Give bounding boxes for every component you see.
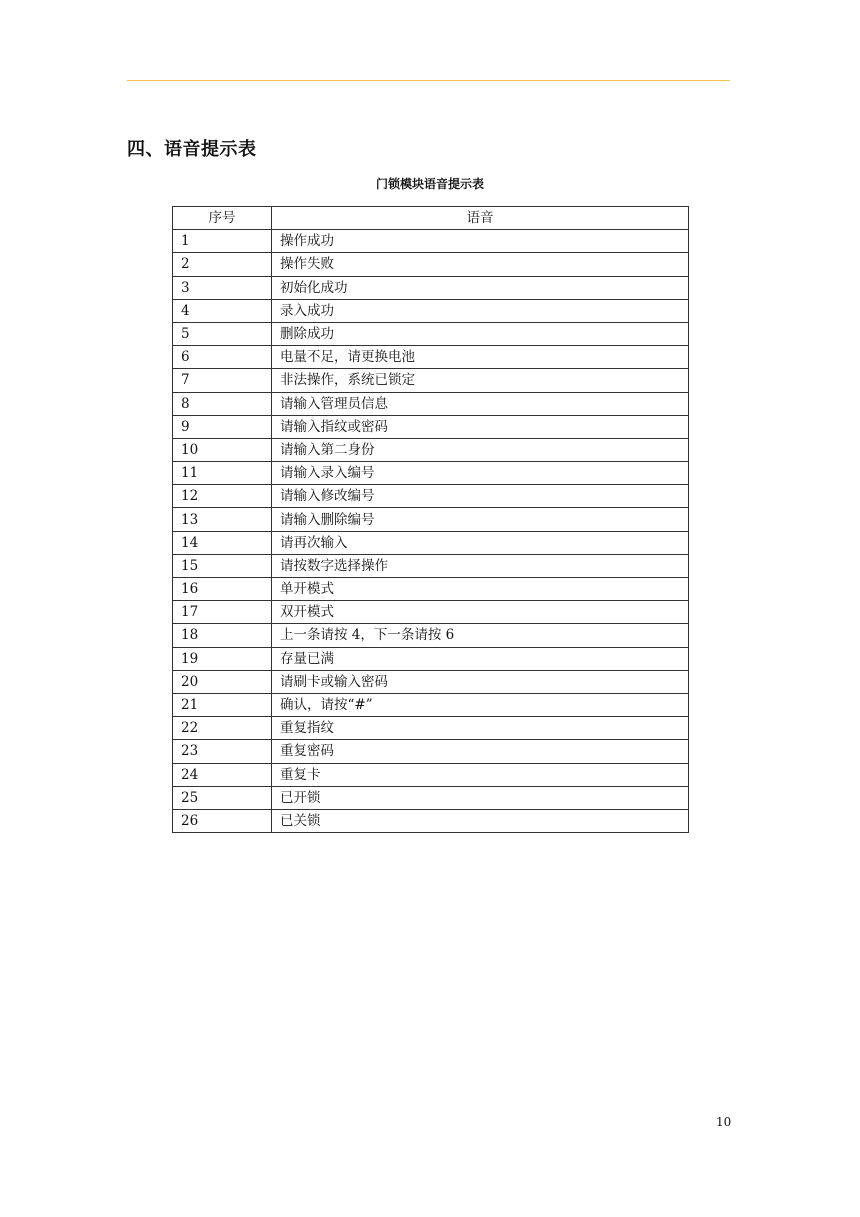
row-number: 1 [173,230,272,253]
row-voice-text: 重复指纹 [272,717,689,740]
table-row [173,462,689,485]
row-voice-text: 非法操作，系统已锁定 [272,369,689,392]
table-row [173,253,689,276]
table-row [173,670,689,693]
table-header-row [173,207,689,230]
row-voice-text: 录入成功 [272,299,689,322]
table-row [173,578,689,601]
table-row [173,438,689,461]
row-voice-text: 上一条请按 4，下一条请按 6 [272,624,689,647]
voice-prompt-table [172,206,689,833]
row-voice-text: 操作成功 [272,230,689,253]
table-row [173,647,689,670]
row-number: 8 [173,392,272,415]
table-row [173,693,689,716]
section-heading: 四、语音提示表 [127,139,257,160]
row-number: 18 [173,624,272,647]
table-row [173,763,689,786]
table-row [173,601,689,624]
row-number: 21 [173,693,272,716]
row-number: 5 [173,322,272,345]
table-row [173,740,689,763]
row-number: 17 [173,601,272,624]
row-voice-text: 请输入管理员信息 [272,392,689,415]
row-voice-text: 电量不足，请更换电池 [272,346,689,369]
header-number: 序号 [173,207,272,230]
row-number: 9 [173,415,272,438]
table-row [173,717,689,740]
row-voice-text: 请输入删除编号 [272,508,689,531]
row-number: 4 [173,299,272,322]
table-row [173,369,689,392]
row-voice-text: 确认，请按“#” [272,693,689,716]
row-voice-text: 初始化成功 [272,276,689,299]
row-voice-text: 单开模式 [272,578,689,601]
row-voice-text: 请输入指纹或密码 [272,415,689,438]
row-number: 26 [173,809,272,832]
header-voice: 语音 [272,207,689,230]
table-caption: 门锁模块语音提示表 [375,177,484,191]
row-voice-text: 操作失败 [272,253,689,276]
table-row [173,230,689,253]
row-number: 7 [173,369,272,392]
table-row [173,392,689,415]
row-voice-text: 请再次输入 [272,531,689,554]
table-row [173,485,689,508]
row-number: 23 [173,740,272,763]
row-voice-text: 请输入第二身份 [272,438,689,461]
row-voice-text: 删除成功 [272,322,689,345]
table-row [173,809,689,832]
row-number: 11 [173,462,272,485]
row-number: 6 [173,346,272,369]
table-row [173,299,689,322]
row-voice-text: 请按数字选择操作 [272,554,689,577]
row-number: 3 [173,276,272,299]
row-number: 20 [173,670,272,693]
row-number: 16 [173,578,272,601]
row-number: 14 [173,531,272,554]
row-voice-text: 重复卡 [272,763,689,786]
page-number: 10 [716,1115,732,1129]
table-row [173,786,689,809]
row-number: 22 [173,717,272,740]
row-number: 12 [173,485,272,508]
table-row [173,508,689,531]
row-number: 10 [173,438,272,461]
row-voice-text: 存量已满 [272,647,689,670]
row-voice-text: 重复密码 [272,740,689,763]
row-number: 25 [173,786,272,809]
row-number: 13 [173,508,272,531]
row-voice-text: 请输入修改编号 [272,485,689,508]
table-row [173,346,689,369]
row-number: 2 [173,253,272,276]
table-row [173,322,689,345]
table-row [173,276,689,299]
row-voice-text: 请刷卡或输入密码 [272,670,689,693]
header-divider [127,80,730,81]
table-row [173,554,689,577]
row-voice-text: 已开锁 [272,786,689,809]
row-number: 24 [173,763,272,786]
row-voice-text: 已关锁 [272,809,689,832]
row-number: 19 [173,647,272,670]
table-row [173,415,689,438]
row-voice-text: 请输入录入编号 [272,462,689,485]
table-row [173,531,689,554]
row-number: 15 [173,554,272,577]
table-row [173,624,689,647]
row-voice-text: 双开模式 [272,601,689,624]
table-body [173,230,689,833]
